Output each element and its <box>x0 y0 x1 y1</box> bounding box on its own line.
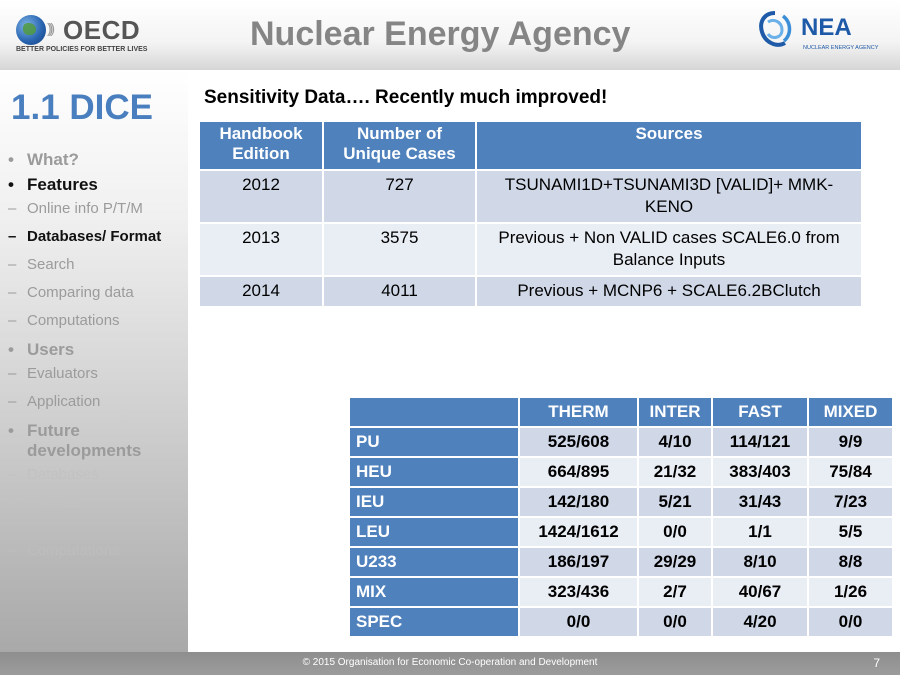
ratio-cell: 1/26 <box>808 577 893 607</box>
outline-sidebar <box>0 70 188 652</box>
outline-item <box>8 312 184 330</box>
outline-item-label: Comparing data <box>27 284 134 301</box>
table-row <box>349 427 893 457</box>
bullet-icon: • <box>8 421 14 440</box>
ratio-cell: 525/608 <box>519 427 638 457</box>
ratio-cell: 0/0 <box>808 607 893 637</box>
ratio-cell: 5/5 <box>808 517 893 547</box>
table-row <box>349 487 893 517</box>
ratio-cell: 142/180 <box>519 487 638 517</box>
ratio-cell: 31/43 <box>712 487 808 517</box>
edition-cell: 2012 <box>199 170 323 223</box>
spectrum-header-row <box>349 397 893 427</box>
ratio-cell: 4/20 <box>712 607 808 637</box>
sources-cell: TSUNAMI1D+TSUNAMI3D [VALID]+ MMK-KENO <box>476 170 862 223</box>
outline-item <box>8 365 184 383</box>
outline-item-label: Application <box>27 393 101 410</box>
outline-item <box>8 421 184 461</box>
dash-icon: – <box>8 228 17 245</box>
ratio-cell: 1/1 <box>712 517 808 547</box>
outline-item-label: What? <box>27 150 79 169</box>
ratio-cell: 0/0 <box>519 607 638 637</box>
row-header-cell: MIX <box>349 577 519 607</box>
outline-item-label: Users <box>27 340 75 359</box>
oecd-logo <box>14 12 148 57</box>
table-row <box>349 607 893 637</box>
row-header-cell: IEU <box>349 487 519 517</box>
column-header: FAST <box>712 397 808 427</box>
table-row <box>349 517 893 547</box>
agency-title: Nuclear Energy Agency <box>250 15 631 53</box>
row-header-cell: U233 <box>349 547 519 577</box>
dash-icon: – <box>8 256 17 273</box>
outline-item <box>8 393 184 411</box>
outline-list <box>8 150 184 570</box>
ratio-cell: 186/197 <box>519 547 638 577</box>
ratio-cell: 7/23 <box>808 487 893 517</box>
ratio-cell: 8/8 <box>808 547 893 577</box>
nea-subtitle: NUCLEAR ENERGY AGENCY <box>803 45 879 51</box>
column-header: THERM <box>519 397 638 427</box>
ratio-cell: 8/10 <box>712 547 808 577</box>
table-row <box>199 276 862 307</box>
globe-icon <box>16 15 46 45</box>
nea-logo <box>756 8 896 58</box>
header-bar <box>0 0 900 70</box>
table-row <box>199 170 862 223</box>
nea-wordmark: NEA <box>801 14 852 41</box>
case-count-cell: 727 <box>323 170 476 223</box>
editions-table <box>198 120 863 308</box>
column-header <box>349 397 519 427</box>
signal-arcs-icon: ))) <box>47 20 52 36</box>
case-count-cell: 4011 <box>323 276 476 307</box>
table-row <box>349 457 893 487</box>
dash-icon: – <box>8 200 17 217</box>
dash-icon: – <box>8 365 17 382</box>
ratio-cell: 29/29 <box>638 547 712 577</box>
column-header: INTER <box>638 397 712 427</box>
table-row <box>199 223 862 276</box>
bullet-icon: • <box>8 340 14 359</box>
ratio-cell: 2/7 <box>638 577 712 607</box>
spectrum-table <box>348 396 894 638</box>
outline-item-label: Computations <box>27 542 120 559</box>
sources-cell: Previous + Non VALID cases SCALE6.0 from Balance Inputs <box>476 223 862 276</box>
ratio-cell: 21/32 <box>638 457 712 487</box>
outline-item <box>8 200 184 218</box>
dash-icon: – <box>8 494 17 511</box>
outline-item <box>8 284 184 302</box>
dash-icon: – <box>8 542 17 559</box>
ratio-cell: 114/121 <box>712 427 808 457</box>
ratio-cell: 1424/1612 <box>519 517 638 547</box>
row-header-cell: PU <box>349 427 519 457</box>
ratio-cell: 4/10 <box>638 427 712 457</box>
ratio-cell: 0/0 <box>638 517 712 547</box>
page-number: 7 <box>873 656 880 670</box>
ratio-cell: 323/436 <box>519 577 638 607</box>
oecd-wordmark: OECD <box>63 15 141 45</box>
column-header: Number of Unique Cases <box>323 121 476 170</box>
ratio-cell: 5/21 <box>638 487 712 517</box>
outline-item <box>8 256 184 274</box>
outline-item <box>8 494 184 512</box>
sources-cell: Previous + MCNP6 + SCALE6.2BClutch <box>476 276 862 307</box>
outline-item-label: Computations <box>27 312 120 329</box>
outline-item-label: Features <box>27 175 98 194</box>
row-header-cell: LEU <box>349 517 519 547</box>
outline-item <box>8 228 184 246</box>
ratio-cell: 40/67 <box>712 577 808 607</box>
nea-emblem-icon <box>756 10 794 50</box>
dash-icon: – <box>8 393 17 410</box>
slide-headline: Sensitivity Data…. Recently much improved! <box>204 87 608 108</box>
outline-item-label: Evaluators <box>27 365 98 382</box>
case-count-cell: 3575 <box>323 223 476 276</box>
ratio-cell: 383/403 <box>712 457 808 487</box>
row-header-cell: HEU <box>349 457 519 487</box>
outline-item-label: Databases/ Format <box>27 228 162 245</box>
outline-item <box>8 175 184 195</box>
ratio-cell: 0/0 <box>638 607 712 637</box>
table-row <box>349 547 893 577</box>
dash-icon: – <box>8 466 17 483</box>
outline-item <box>8 340 184 360</box>
dash-icon: – <box>8 312 17 329</box>
outline-item-label: Search <box>27 256 75 273</box>
outline-item-label: Future developments <box>27 421 142 460</box>
editions-header-row <box>199 121 862 170</box>
slide-title: 1.1 DICE <box>11 88 153 127</box>
ratio-cell: 75/84 <box>808 457 893 487</box>
outline-item <box>8 542 184 560</box>
outline-item <box>8 150 184 170</box>
bullet-icon: • <box>8 175 14 194</box>
outline-item-label: Formats <box>27 494 83 511</box>
ratio-cell: 664/895 <box>519 457 638 487</box>
footer-bar <box>0 652 900 675</box>
outline-item-label: Databases <box>27 466 99 483</box>
row-header-cell: SPEC <box>349 607 519 637</box>
dash-icon: – <box>8 284 17 301</box>
ratio-cell: 9/9 <box>808 427 893 457</box>
column-header: Sources <box>476 121 862 170</box>
edition-cell: 2014 <box>199 276 323 307</box>
table-row <box>349 577 893 607</box>
outline-item-label: Online info P/T/M <box>27 200 143 217</box>
column-header: Handbook Edition <box>199 121 323 170</box>
column-header: MIXED <box>808 397 893 427</box>
edition-cell: 2013 <box>199 223 323 276</box>
outline-item <box>8 466 184 484</box>
bullet-icon: • <box>8 150 14 169</box>
oecd-tagline: BETTER POLICIES FOR BETTER LIVES <box>16 46 148 53</box>
copyright-notice: © 2015 Organisation for Economic Co-operation and Development <box>302 657 598 668</box>
